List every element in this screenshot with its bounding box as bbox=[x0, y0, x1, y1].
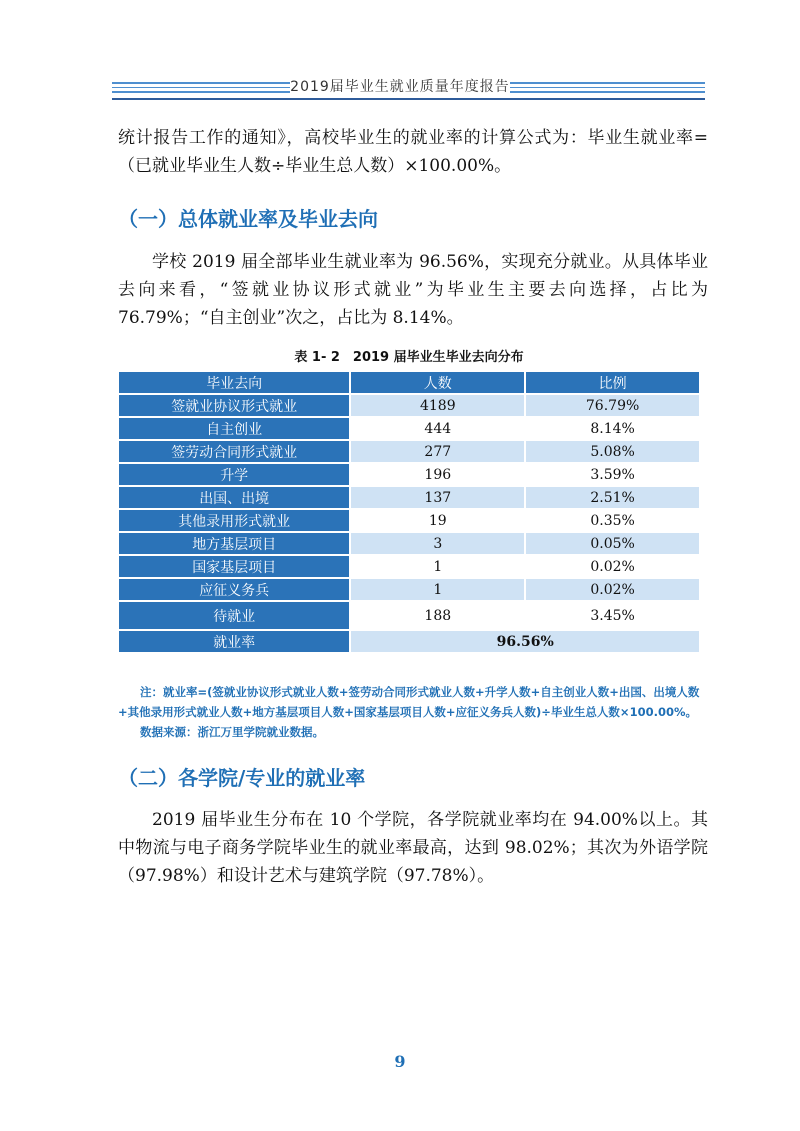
intro-paragraph: 统计报告工作的通知》，高校毕业生的就业率的计算公式为：毕业生就业率=（已就业毕业生人数÷毕业生总人数）×100.00%。 bbox=[118, 128, 708, 176]
row-count: 444 bbox=[351, 418, 524, 439]
table-row bbox=[119, 533, 699, 554]
col-header-destination: 毕业去向 bbox=[119, 372, 349, 393]
row-count: 19 bbox=[351, 510, 524, 531]
row-ratio: 0.35% bbox=[526, 510, 699, 531]
col-header-count: 人数 bbox=[351, 372, 524, 393]
row-label: 签就业协议形式就业 bbox=[119, 395, 349, 416]
table-header-row bbox=[119, 372, 699, 393]
page-header bbox=[0, 68, 800, 108]
table-row bbox=[119, 395, 699, 416]
row-ratio: 0.05% bbox=[526, 533, 699, 554]
section1-heading: （一）总体就业率及毕业去向 bbox=[118, 207, 378, 231]
row-ratio: 5.08% bbox=[526, 441, 699, 462]
row-ratio: 76.79% bbox=[526, 395, 699, 416]
table-caption: 表 1- 2 2019 届毕业生毕业去向分布 bbox=[294, 350, 524, 365]
row-ratio: 0.02% bbox=[526, 579, 699, 600]
header-decor-right bbox=[510, 82, 705, 96]
row-count: 277 bbox=[351, 441, 524, 462]
row-ratio: 3.45% bbox=[526, 602, 699, 629]
row-ratio: 8.14% bbox=[526, 418, 699, 439]
header-rule bbox=[112, 98, 705, 100]
row-count: 3 bbox=[351, 533, 524, 554]
row-count: 137 bbox=[351, 487, 524, 508]
table-row bbox=[119, 487, 699, 508]
table-total-row bbox=[119, 631, 699, 652]
table-note bbox=[118, 682, 708, 742]
table-row bbox=[119, 602, 699, 629]
row-label: 出国、出境 bbox=[119, 487, 349, 508]
total-label: 就业率 bbox=[119, 631, 349, 652]
table-row bbox=[119, 464, 699, 485]
table-row bbox=[119, 579, 699, 600]
row-ratio: 0.02% bbox=[526, 556, 699, 577]
row-label: 升学 bbox=[119, 464, 349, 485]
row-label: 地方基层项目 bbox=[119, 533, 349, 554]
header-title: 2019届毕业生就业质量年度报告 bbox=[290, 79, 510, 95]
note-line-1: 注：就业率=(签就业协议形式就业人数+签劳动合同形式就业人数+升学人数+自主创业人数+出国、出境人数 bbox=[140, 685, 700, 699]
row-count: 1 bbox=[351, 579, 524, 600]
destination-table bbox=[117, 370, 701, 654]
section1-paragraph: 学校 2019 届全部毕业生就业率为 96.56%，实现充分就业。从具体毕业去向来看，“签就业协议形式就业”为毕业生主要去向选择，占比为 76.79%；“自主创业”次之，占比为 8.14%。 bbox=[118, 252, 708, 328]
page-number: 9 bbox=[394, 1052, 406, 1071]
col-header-ratio: 比例 bbox=[526, 372, 699, 393]
table-row bbox=[119, 441, 699, 462]
row-count: 1 bbox=[351, 556, 524, 577]
row-ratio: 2.51% bbox=[526, 487, 699, 508]
row-count: 196 bbox=[351, 464, 524, 485]
section2-heading: （二）各学院/专业的就业率 bbox=[118, 766, 366, 790]
row-label: 应征义务兵 bbox=[119, 579, 349, 600]
note-source: 数据来源：浙江万里学院就业数据。 bbox=[140, 725, 324, 739]
row-count: 188 bbox=[351, 602, 524, 629]
header-decor-left bbox=[112, 82, 290, 96]
section2-paragraph: 2019 届毕业生分布在 10 个学院，各学院就业率均在 94.00%以上。其中物流与电子商务学院毕业生的就业率最高，达到 98.02%；其次为外语学院（97.98%）和设计艺术与建筑学院（97.78%）。 bbox=[118, 810, 708, 886]
row-label: 其他录用形式就业 bbox=[119, 510, 349, 531]
total-value: 96.56% bbox=[351, 631, 699, 652]
table-row bbox=[119, 510, 699, 531]
row-label: 自主创业 bbox=[119, 418, 349, 439]
note-line-2: +其他录用形式就业人数+地方基层项目人数+国家基层项目人数+应征义务兵人数)÷毕业生总人数×100.00%。 bbox=[118, 705, 697, 719]
table-row bbox=[119, 418, 699, 439]
row-label: 国家基层项目 bbox=[119, 556, 349, 577]
table-row bbox=[119, 556, 699, 577]
row-label: 签劳动合同形式就业 bbox=[119, 441, 349, 462]
row-ratio: 3.59% bbox=[526, 464, 699, 485]
row-count: 4189 bbox=[351, 395, 524, 416]
row-label: 待就业 bbox=[119, 602, 349, 629]
